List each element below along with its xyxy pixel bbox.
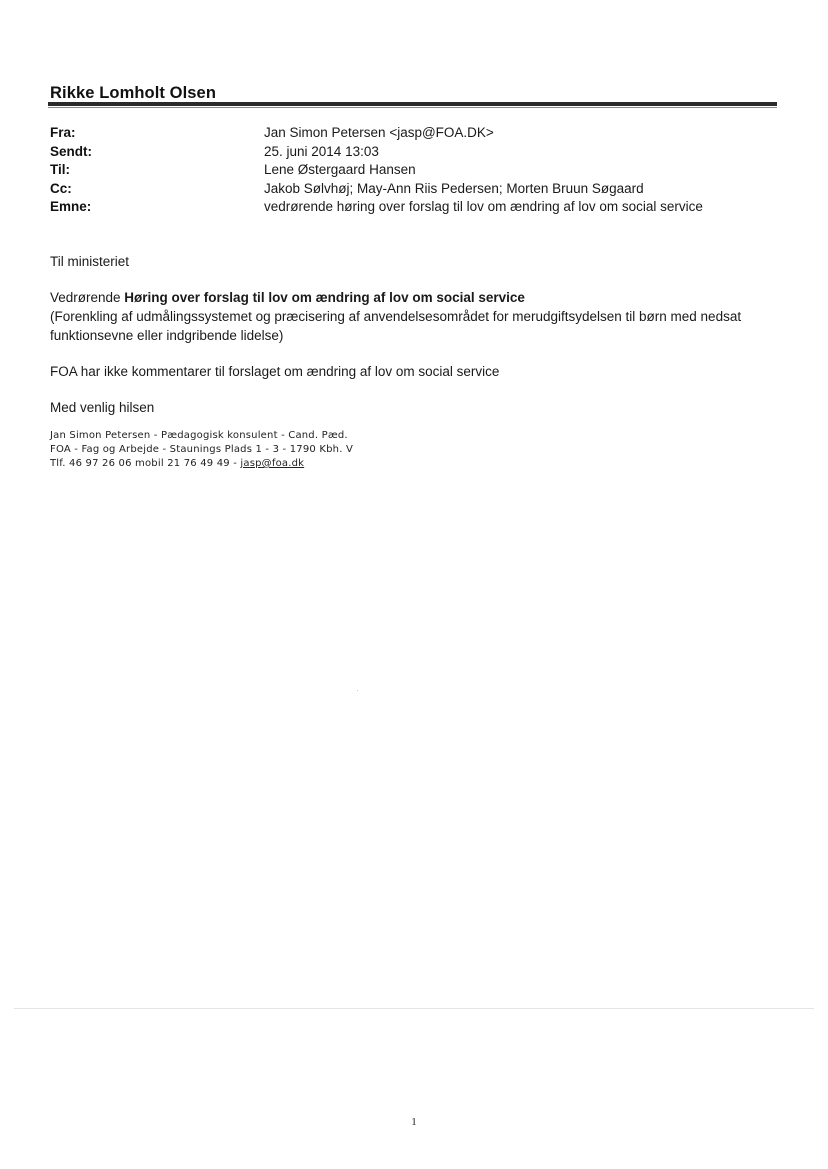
signature-email-link[interactable]: jasp@foa.dk xyxy=(240,458,305,469)
header-divider xyxy=(48,102,777,106)
to-value: Lene Østergaard Hansen xyxy=(264,162,416,177)
regarding-paragraph xyxy=(50,288,780,345)
footer-divider xyxy=(14,1008,814,1009)
cc-row xyxy=(50,180,770,199)
regarding-title: Høring over forslag til lov om ændring af lov om social service xyxy=(124,290,525,305)
regarding-prefix: Vedrørende xyxy=(50,290,125,305)
cc-label: Cc: xyxy=(50,180,72,196)
sent-value: 25. juni 2014 13:03 xyxy=(264,143,379,159)
from-value: Jan Simon Petersen <jasp@FOA.DK> xyxy=(264,125,494,140)
regarding-detail: (Forenkling af udmålingssystemet og præcisering af anvendelsesområdet for merudgiftsydelsen til børn med nedsat funktionsevne eller indgribende lidelse) xyxy=(50,309,742,343)
sent-row xyxy=(50,143,770,162)
mailbox-owner-name: Rikke Lomholt Olsen xyxy=(50,84,217,102)
email-body xyxy=(50,252,780,471)
signature-line-1: Jan Simon Petersen - Pædagogisk konsulent - Cand. Pæd. xyxy=(50,430,348,441)
page-number: 1 xyxy=(411,1116,417,1128)
signature-block xyxy=(50,429,780,471)
header-divider-thin xyxy=(48,107,777,108)
to-label: Til: xyxy=(50,162,70,177)
scan-speck xyxy=(357,690,358,691)
subject-value: vedrørende høring over forslag til lov om ændring af lov om social service xyxy=(264,199,703,214)
closing: Med venlig hilsen xyxy=(50,400,155,415)
email-header-fields xyxy=(50,124,770,217)
subject-row xyxy=(50,198,770,217)
sent-label: Sendt: xyxy=(50,143,92,159)
signature-line-2: FOA - Fag og Arbejde - Staunings Plads 1 - 3 - 1790 Kbh. V xyxy=(50,444,354,455)
to-row xyxy=(50,161,770,180)
signature-phone: Tlf. 46 97 26 06 mobil 21 76 49 49 - xyxy=(50,458,241,469)
signature-line-3 xyxy=(50,457,780,471)
from-row xyxy=(50,124,770,143)
subject-label: Emne: xyxy=(50,199,92,214)
cc-value: Jakob Sølvhøj; May-Ann Riis Pedersen; Morten Bruun Søgaard xyxy=(264,180,644,196)
comment-paragraph: FOA har ikke kommentarer til forslaget om ændring af lov om social service xyxy=(50,364,500,379)
from-label: Fra: xyxy=(50,125,76,140)
greeting: Til ministeriet xyxy=(50,254,130,269)
